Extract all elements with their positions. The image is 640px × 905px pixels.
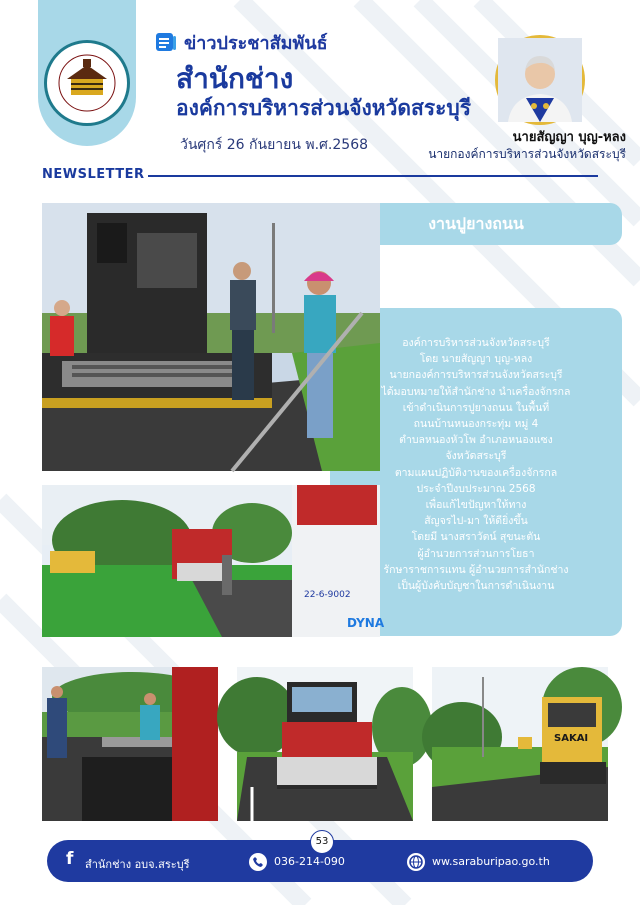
organization-name: องค์การบริหารส่วนจังหวัดสระบุรี: [176, 96, 472, 120]
article-heading: งานปูยางถนน: [428, 214, 524, 233]
page-number: 53: [310, 830, 334, 854]
body-line: ได้มอบหมายให้สำนักช่าง นำเครื่องจักรกล: [381, 385, 571, 398]
body-line: เป็นผู้บังคับบัญชาในการดำเนินงาน: [397, 580, 555, 593]
body-line: ตำบลหนองหัวโพ อำเภอหนองแซง: [399, 434, 553, 447]
document-icon: [154, 30, 178, 54]
executive-portrait: [495, 35, 585, 125]
roller-plate: 22-6-9002: [304, 590, 351, 600]
roller-brand-sakai: SAKAI: [554, 733, 589, 744]
body-line: นายกองค์การบริหารส่วนจังหวัดสระบุรี: [389, 369, 563, 382]
photo-paving-crew: [42, 203, 380, 471]
globe-icon: [407, 853, 425, 871]
divider: [148, 175, 598, 177]
body-line: จังหวัดสระบุรี: [445, 450, 507, 463]
facebook-page-name[interactable]: สำนักช่าง อบจ.สระบุรี: [85, 858, 190, 871]
body-line: สัญจรไป-มา ให้ดียิ่งขึ้น: [424, 515, 528, 528]
organization-logo: [44, 40, 130, 126]
body-line: เพื่อแก้ไขปัญหาให้ทาง: [425, 499, 527, 512]
body-line: โดย นายสัญญา บุญ-หลง: [419, 353, 533, 366]
phone-number[interactable]: 036-214-090: [274, 855, 345, 868]
executive-name: นายสัญญา บุญ-หลง: [512, 130, 626, 145]
roller-brand: DYNA: [347, 616, 385, 630]
body-line: รักษาราชการแทน ผู้อำนวยการสำนักช่าง: [383, 563, 569, 576]
body-line: เข้าดำเนินการปูยางถนน ในพื้นที่: [402, 401, 550, 414]
newsletter-title: ข่าวประชาสัมพันธ์: [184, 33, 328, 54]
executive-title: นายกองค์การบริหารส่วนจังหวัดสระบุรี: [428, 147, 626, 161]
body-line: ผู้อำนวยการส่วนการโยธา: [417, 547, 535, 560]
body-line: ตามแผนปฏิบัติงานของเครื่องจักรกล: [394, 466, 558, 479]
body-line: องค์การบริหารส่วนจังหวัดสระบุรี: [402, 337, 550, 349]
photo-paver-detail: [42, 667, 218, 821]
photo-road-roller: [42, 485, 385, 637]
newsletter-label: NEWSLETTER: [42, 167, 145, 182]
photo-roller: [237, 667, 413, 821]
issue-date: วันศุกร์ 26 กันยายน พ.ศ.2568: [180, 137, 369, 153]
website-link[interactable]: ww.saraburipao.go.th: [432, 855, 550, 868]
department-name: สำนักช่าง: [176, 62, 294, 95]
body-line: ประจำปีงบประมาณ 2568: [416, 482, 536, 495]
photo-sakai-roller: [432, 667, 608, 821]
facebook-icon: f: [66, 849, 74, 869]
body-line: โดยมี นางสราวัตน์ สุขนะตัน: [411, 531, 541, 544]
body-line: ถนนบ้านหนองกระทุ่ม หมู่ 4: [413, 418, 539, 431]
phone-icon: [249, 853, 267, 871]
